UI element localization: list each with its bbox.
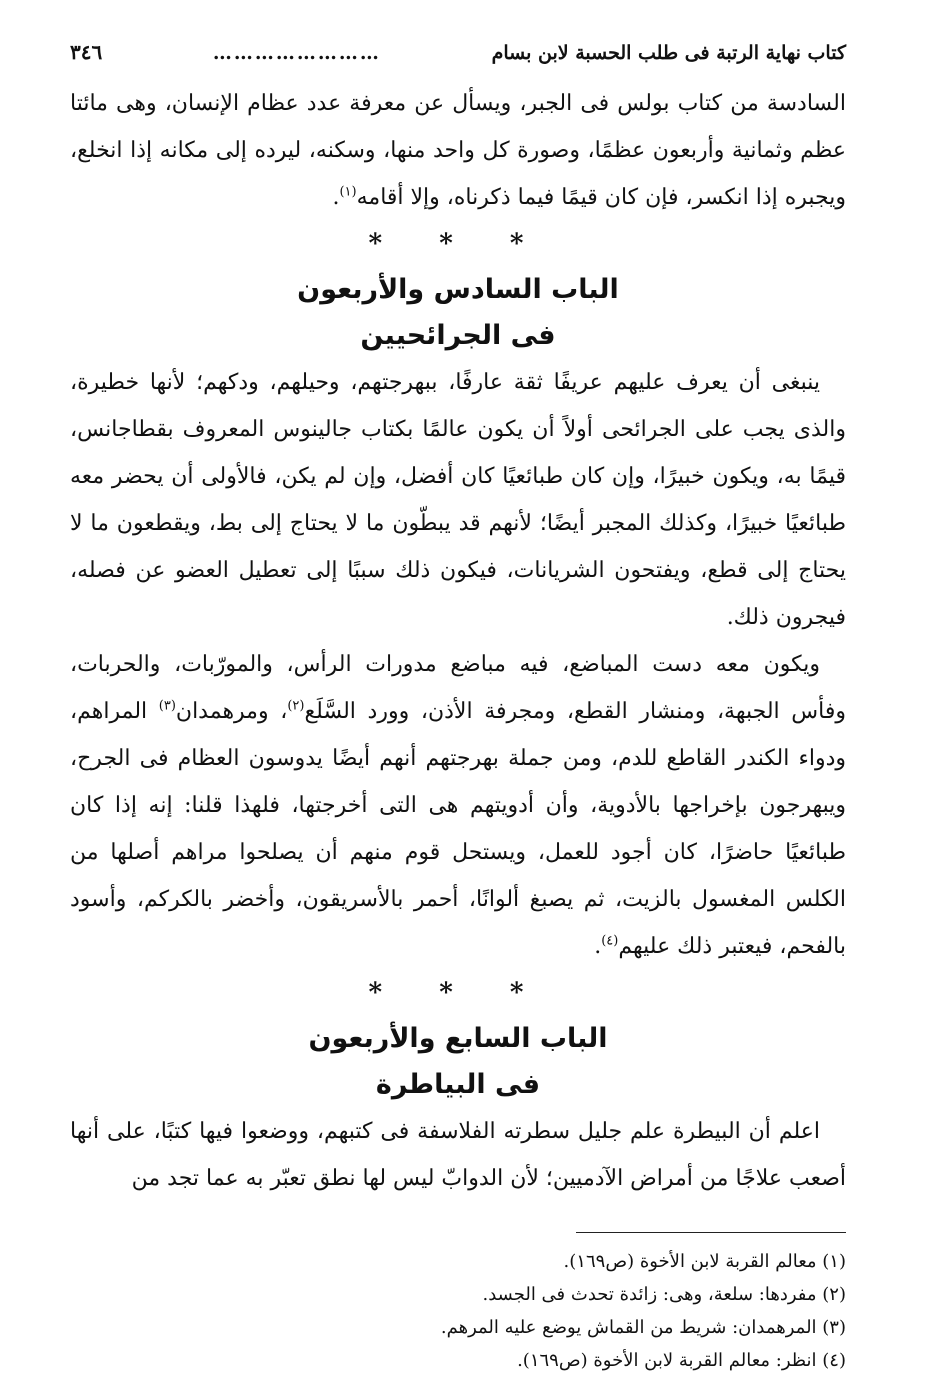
footnote-ref-3[interactable]: (٣) (158, 698, 176, 714)
chapter-46-subtitle: فى الجرائحيين (360, 320, 556, 351)
chapter-47-paragraph-1: اعلم أن البيطرة علم جليل سطرته الفلاسفة فى كتبهم، ووضعوا فيها كتبًا، على أنها أصعب علاجًا من أمراض الآدميين؛ لأن الدوابّ ليس لها نطق تعبّر به عما تجد من (70, 1119, 846, 1191)
page-number: ٣٤٦ (70, 40, 103, 64)
chapter-47-title: الباب السابع والأربعون (308, 1023, 608, 1054)
paragraph-2-part-a: ويكون معه دست المباضع، فيه مباضع مدورات الرأس، والمورّبات، والحربات، وفأس الجبهة، ومنشار القطع، ومجرفة الأذن، وورد السَّلَع (70, 652, 846, 724)
section-separator-1: * * * (368, 229, 548, 259)
footnote-1: (١) معالم القربة لابن الأخوة (ص١٦٩). (563, 1251, 846, 1272)
footnote-2: (٢) مفردها: سلعة، وهى: زائدة تحدث فى الجسد. (482, 1284, 846, 1305)
footnote-ref-2[interactable]: (٢) (287, 698, 305, 714)
chapter-46-paragraph-2 (70, 641, 846, 970)
footnote-divider (576, 1232, 846, 1233)
running-header (70, 40, 846, 80)
paragraph-2-part-b: ، ومرهمدان (175, 699, 288, 724)
running-header-title: كتاب نهاية الرتبة فى طلب الحسبة لابن بسام (491, 42, 846, 64)
footnote-ref-1[interactable]: (١) (339, 184, 357, 200)
chapter-46-title: الباب السادس والأربعون (297, 274, 619, 305)
paragraph-2-part-c: المراهم، ودواء الكندر القاطع للدم، ومن جملة بهرجتهم أنهم أيضًا يدوسون العظام فى الجرح، ويبهرجون بإخراجها بالأدوية، وأن أدويتهم هى التى أخرجتها، فلهذا قلنا: إنه إذا كان طبائعيًا حاضرًا، كان أجود للعمل، ويستحل قوم منهم أن يصلحوا مراهم أصلها من الكلس المغسول بالزيت، ثم يصبغ ألوانًا، أحمر بالأسريقون، وأخضر بالكركم، وأسود بالفحم، فيعتبر ذلك عليهم (70, 699, 846, 959)
footnote-ref-4[interactable]: (٤) (601, 933, 619, 949)
intro-end: . (332, 185, 340, 210)
footnote-4: (٤) انظر: معالم القربة لابن الأخوة (ص١٦٩). (517, 1350, 846, 1371)
intro-text: السادسة من كتاب بولس فى الجبر، ويسأل عن معرفة عدد عظام الإنسان، وهى مائتا عظم وثمانية وأربعون عظمًا، وصورة كل واحد منها، وسكنه، ليرده إلى مكانه إذا انخلع، ويجبره إذا انكسر، فإن كان قيمًا فيما ذكرناه، وإلا أقامه (70, 91, 846, 210)
running-header-dots: …………………… (212, 42, 381, 64)
footnote-3: (٣) المرهمدان: شريط من القماش يوضع عليه المرهم. (440, 1317, 846, 1338)
section-separator-2: * * * (368, 978, 548, 1008)
chapter-46-paragraph-1: ينبغى أن يعرف عليهم عريفًا ثقة عارفًا، ببهرجتهم، وحيلهم، ودكهم؛ لأنها خطيرة، والذى يجب على الجرائحى أولاً أن يكون عالمًا بكتاب جالينوس المعروف بقطاجانس، قيمًا به، ويكون خبيرًا، وإن كان طبائعيًا كان أفضل، وإن لم يكن، فالأولى أن يحضر معه طبائعيًا خبيرًا، وكذلك المجبر أيضًا؛ لأنهم قد يبطّون ما لا يحتاج إلى بط، ويقطعون ما لا يحتاج إلى قطع، ويفتحون الشريانات، فيكون ذلك سببًا إلى تعطيل العضو عن فصله، فيجرون ذلك. (70, 370, 846, 630)
intro-paragraph (70, 80, 846, 221)
paragraph-2-end: . (594, 934, 602, 959)
book-page (70, 40, 846, 1371)
footnotes (70, 1245, 846, 1377)
chapter-47-subtitle: فى البياطرة (375, 1069, 541, 1100)
